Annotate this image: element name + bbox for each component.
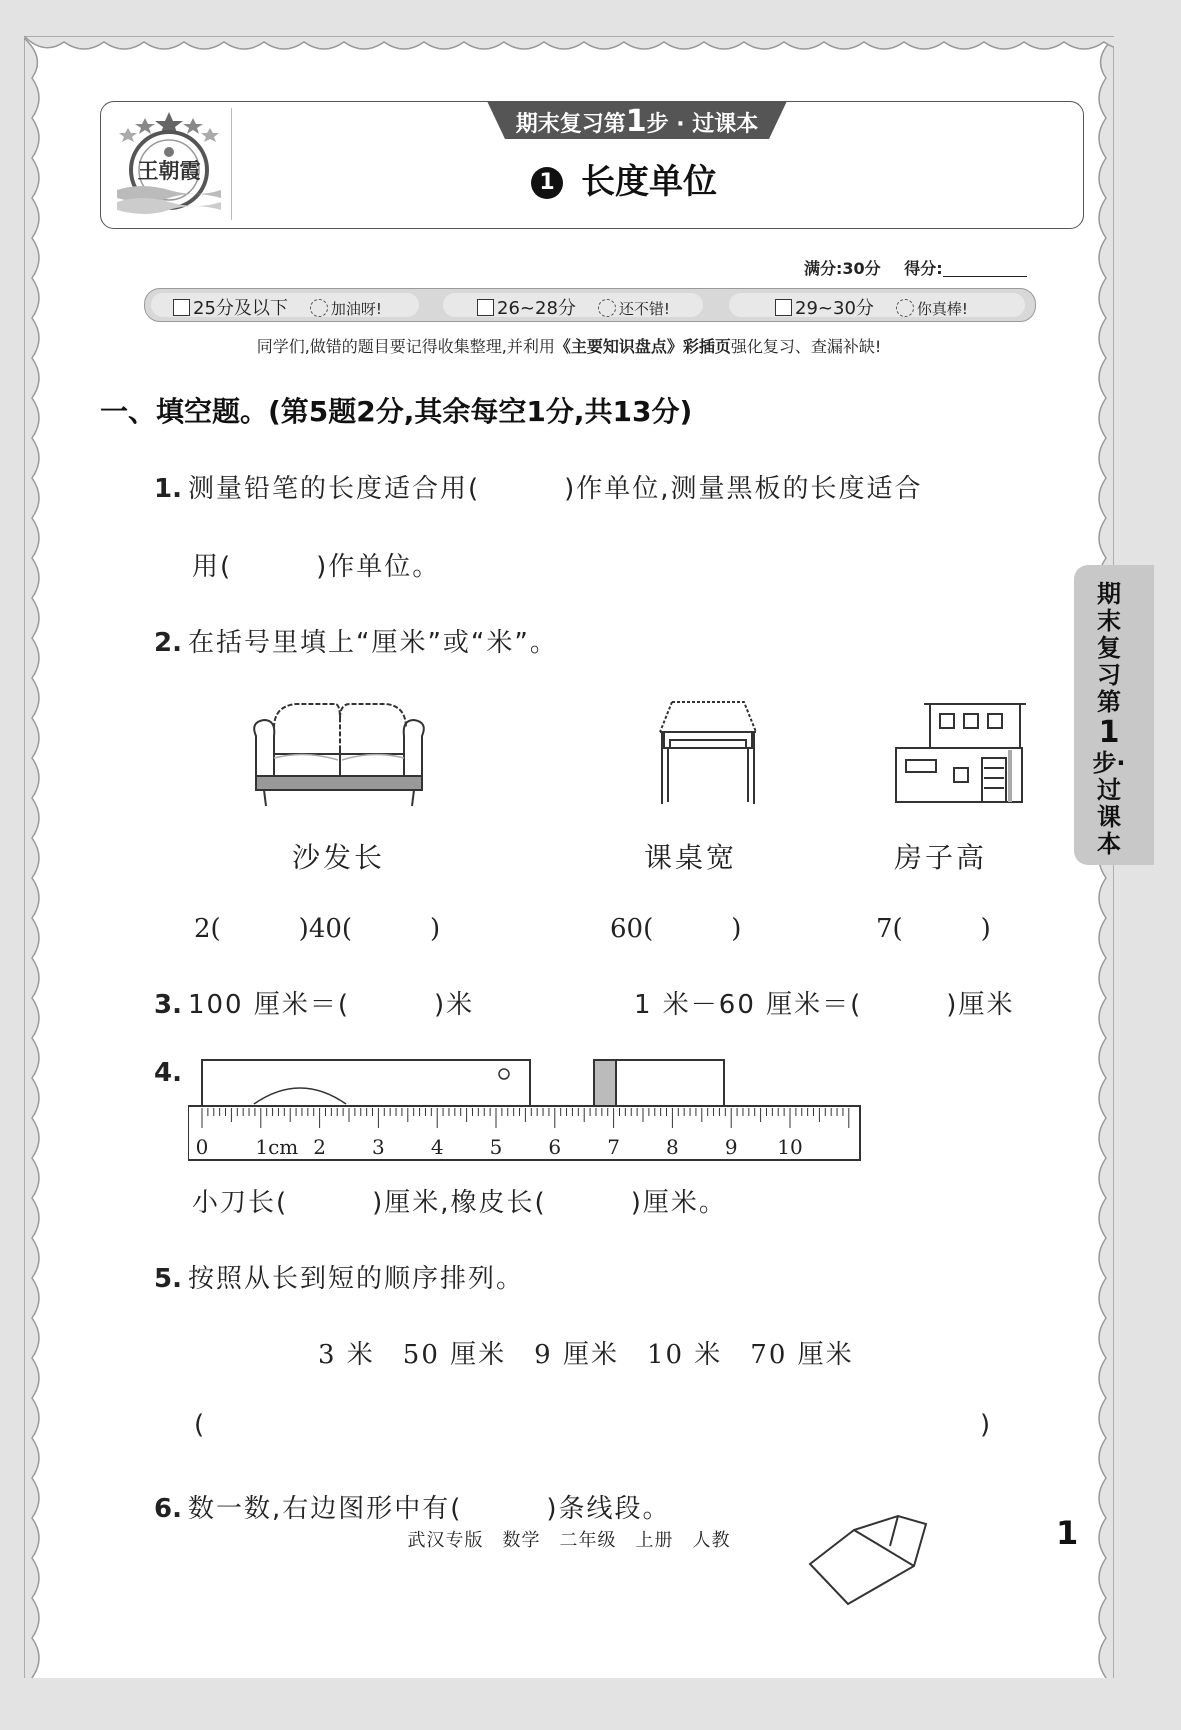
section-title: 一、填空题。(第5题2分,其余每空1分,共13分) (100, 395, 693, 428)
question-5: 5. 按照从长到短的顺序排列。 (154, 1264, 524, 1294)
sofa-label: 沙发长 (292, 841, 386, 874)
step-tab (487, 101, 787, 139)
lesson-header (100, 101, 1084, 229)
house-label: 房子高 (894, 841, 988, 874)
logo-divider (231, 108, 232, 220)
side-tab-bottom: 步·过课本 (1092, 749, 1126, 858)
question-5-items: 3 米 50 厘米 9 厘米 10 米 70 厘米 (318, 1340, 854, 1370)
question-6: 6. 数一数,右边图形中有( )条线段。 (154, 1494, 671, 1524)
ruler-label-1: 1cm (255, 1135, 299, 1159)
smile-face-icon (310, 299, 328, 317)
rating-item-3: 29~30分 你真棒! (775, 294, 968, 320)
house-icon (892, 698, 1032, 808)
lesson-number-badge: 1 (531, 167, 563, 199)
desk-answer[interactable]: 60( ) (610, 914, 742, 944)
page-number: 1 (1056, 1514, 1079, 1552)
question-3-left: 3. 100 厘米＝( )米 (154, 990, 475, 1020)
score-line (804, 256, 1027, 279)
got-score-label: 得分: (904, 259, 943, 278)
rating-item-2: 26~28分 还不错! (477, 294, 670, 320)
ruler-label-10: 10 (777, 1135, 803, 1159)
rating-checkbox-3[interactable] (775, 299, 792, 316)
question-4: 4. (154, 1058, 182, 1088)
ruler-label-3: 3 (372, 1135, 385, 1159)
score-blank[interactable] (943, 260, 1027, 277)
publisher-logo-icon (113, 108, 225, 220)
question-5-close-paren: ) (980, 1410, 993, 1440)
ruler-label-5: 5 (489, 1135, 503, 1159)
step-tab-prefix: 期末复习第 (515, 112, 626, 137)
step-tab-number: 1 (625, 104, 647, 139)
question-3-right: 1 米－60 厘米＝( )厘米 (634, 990, 1015, 1020)
sofa-icon (246, 698, 432, 810)
lesson-title (531, 154, 717, 203)
knife-icon (202, 1060, 530, 1106)
sofa-answer[interactable]: 2( )40( ) (194, 914, 441, 944)
step-tab-suffix: 步 · 过课本 (646, 112, 759, 137)
rating-checkbox-1[interactable] (173, 299, 190, 316)
svg-text:王朝霞: 王朝霞 (137, 158, 201, 183)
rating-bar (144, 288, 1036, 322)
wavy-border-left (24, 38, 50, 1678)
ruler-label-6: 6 (548, 1135, 562, 1159)
desk-label: 课桌宽 (644, 841, 738, 874)
lesson-title-text: 长度单位 (581, 162, 717, 202)
footer: 武汉专版 数学 二年级 上册 人教 (407, 1530, 731, 1551)
wavy-border-top (24, 36, 1114, 58)
ruler-with-objects (188, 1058, 888, 1164)
side-tab-top: 期末复习第 (1097, 580, 1121, 716)
side-tab (1074, 565, 1154, 865)
smile-face-icon (896, 299, 914, 317)
question-1-line-1: 1. 测量铅笔的长度适合用( )作单位,测量黑板的长度适合 (154, 474, 923, 504)
full-score-label: 满分:30分 (804, 259, 881, 278)
ruler-label-9: 9 (724, 1135, 738, 1159)
ruler-label-2: 2 (313, 1135, 326, 1159)
question-5-answer-blank[interactable] (214, 1410, 974, 1444)
smile-face-icon (598, 299, 616, 317)
side-tab-number: 1 (1098, 715, 1120, 750)
question-4-answer[interactable]: 小刀长( )厘米,橡皮长( )厘米。 (192, 1188, 727, 1218)
rating-item-1: 25分及以下 加油呀! (173, 294, 382, 320)
question-2: 2. 在括号里填上“厘米”或“米”。 (154, 628, 558, 658)
ruler-label-7: 7 (607, 1135, 620, 1159)
rating-checkbox-2[interactable] (477, 299, 494, 316)
notice-line: 同学们,做错的题目要记得收集整理,并利用《主要知识盘点》彩插页强化复习、查漏补缺! (256, 337, 882, 356)
house-answer[interactable]: 7( ) (876, 914, 991, 944)
question-1-line-2: 用( )作单位。 (192, 552, 441, 582)
desk-icon (652, 698, 764, 808)
ruler-label-0: 0 (195, 1135, 209, 1159)
question-5-open-paren: ( (194, 1410, 207, 1440)
ruler-label-4: 4 (430, 1135, 444, 1159)
ruler-label-8: 8 (666, 1135, 679, 1159)
worksheet-page (24, 38, 1114, 1678)
